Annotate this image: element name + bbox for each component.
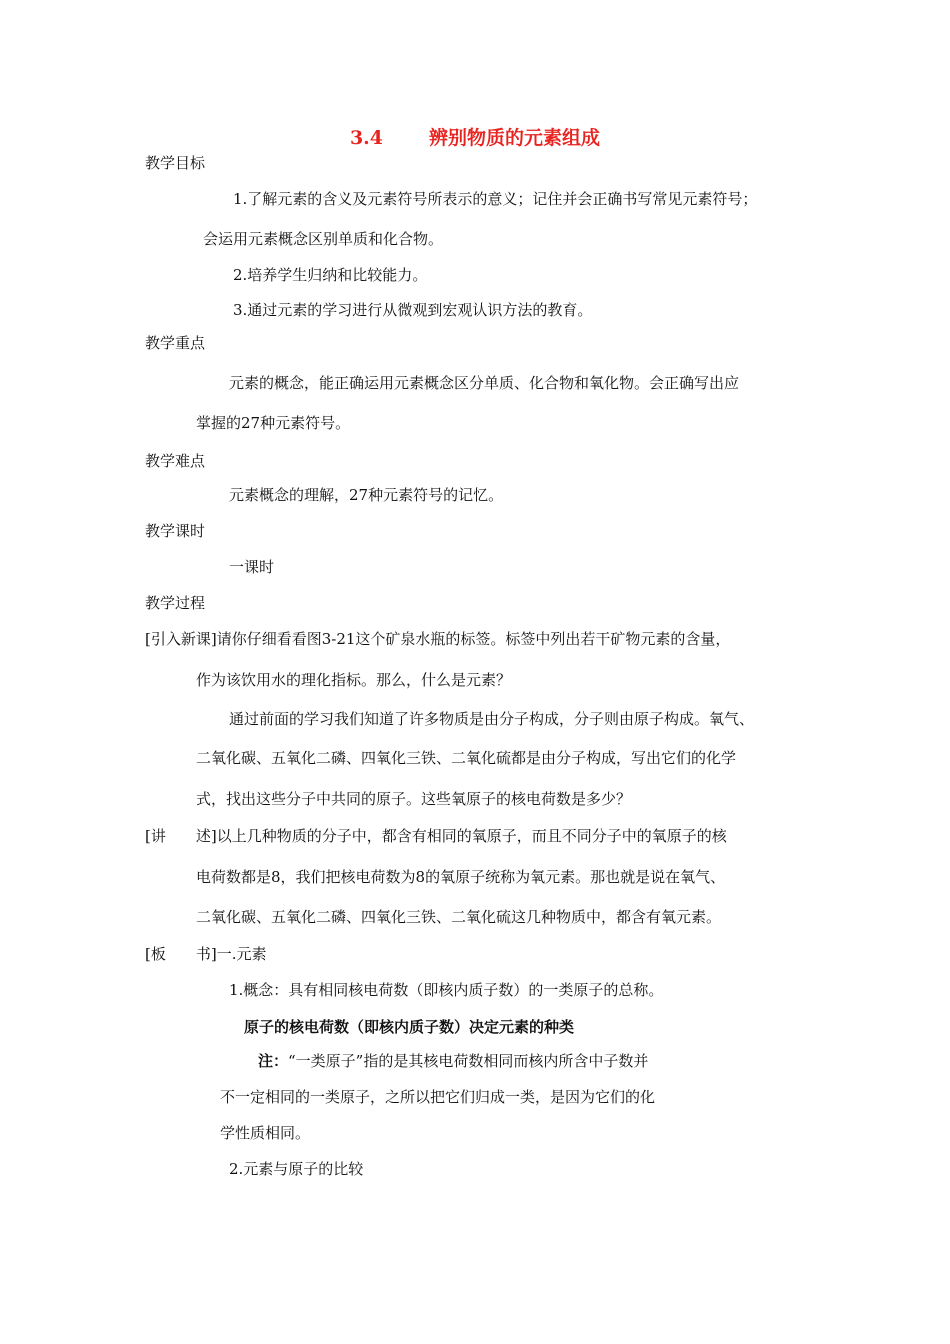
note-line-3: 学性质相同。 bbox=[220, 1124, 311, 1142]
process-heading: 教学过程 bbox=[145, 594, 206, 612]
title-number: 3.4 bbox=[349, 127, 384, 149]
objectives-heading: 教学目标 bbox=[145, 154, 206, 172]
concept-definition: 1.概念：具有相同核电荷数（即核内质子数）的一类原子的总称。 bbox=[229, 981, 664, 999]
key-points-line-2: 掌握的27种元素符号。 bbox=[196, 414, 351, 432]
objective-2: 2.培养学生归纳和比较能力。 bbox=[233, 266, 428, 284]
note-line-1 bbox=[258, 1051, 648, 1071]
lecture-line-1 bbox=[145, 826, 727, 846]
lecture-text-1: 以上几种物质的分子中，都含有相同的氧原子，而且不同分子中的氧原子的核 bbox=[216, 827, 727, 845]
title-text: 辨别物质的元素组成 bbox=[429, 127, 601, 149]
objective-3: 3.通过元素的学习进行从微观到宏观认识方法的教育。 bbox=[233, 301, 593, 319]
bold-statement: 原子的核电荷数（即核内质子数）决定元素的种类 bbox=[244, 1018, 575, 1036]
intro-line-1: [引入新课]请你仔细看看图3-21这个矿泉水瓶的标签。标签中列出若干矿物元素的含量， bbox=[145, 630, 731, 648]
paragraph-2-line-3: 式，找出这些分子中共同的原子。这些氧原子的核电荷数是多少？ bbox=[196, 790, 632, 808]
hours-heading: 教学课时 bbox=[145, 522, 206, 540]
difficulties-text: 元素概念的理解，27种元素符号的记忆。 bbox=[229, 486, 504, 504]
intro-line-2: 作为该饮用水的理化指标。那么，什么是元素？ bbox=[196, 671, 512, 689]
lecture-line-2: 电荷数都是8，我们把核电荷数为8的氧原子统称为氧元素。那也就是说在氧气、 bbox=[196, 868, 726, 886]
board-title: 一.元素 bbox=[216, 945, 267, 963]
note-label: 注： bbox=[258, 1052, 289, 1070]
note-text-1: “一类原子”指的是其核电荷数相同而核内所含中子数并 bbox=[288, 1052, 649, 1070]
paragraph-2-line-2: 二氧化碳、五氧化二磷、四氧化三铁、二氧化硫都是由分子构成，写出它们的化学 bbox=[196, 749, 737, 767]
lecture-tag-end: 述] bbox=[195, 827, 217, 845]
board-tag-end: 书] bbox=[195, 945, 217, 963]
lecture-tag-start: [讲 bbox=[145, 827, 166, 845]
paragraph-2-line-1: 通过前面的学习我们知道了许多物质是由分子构成，分子则由原子构成。氧气、 bbox=[229, 710, 755, 728]
objective-1-line-1: 1.了解元素的含义及元素符号所表示的意义；记住并会正确书写常见元素符号； bbox=[233, 190, 758, 208]
difficulties-heading: 教学难点 bbox=[145, 452, 206, 470]
objective-1-line-2: 会运用元素概念区别单质和化合物。 bbox=[203, 230, 444, 248]
board-line bbox=[145, 944, 267, 964]
lecture-line-3: 二氧化碳、五氧化二磷、四氧化三铁、二氧化硫这几种物质中，都含有氧元素。 bbox=[196, 908, 722, 926]
key-points-line-1: 元素的概念，能正确运用元素概念区分单质、化合物和氧化物。会正确写出应 bbox=[229, 374, 740, 392]
page-title bbox=[0, 126, 950, 150]
key-points-heading: 教学重点 bbox=[145, 334, 206, 352]
hours-text: 一课时 bbox=[229, 558, 275, 576]
board-tag-start: [板 bbox=[145, 945, 166, 963]
note-line-2: 不一定相同的一类原子，之所以把它们归成一类，是因为它们的化 bbox=[220, 1088, 656, 1106]
element-atom-comparison: 2.元素与原子的比较 bbox=[229, 1160, 364, 1178]
